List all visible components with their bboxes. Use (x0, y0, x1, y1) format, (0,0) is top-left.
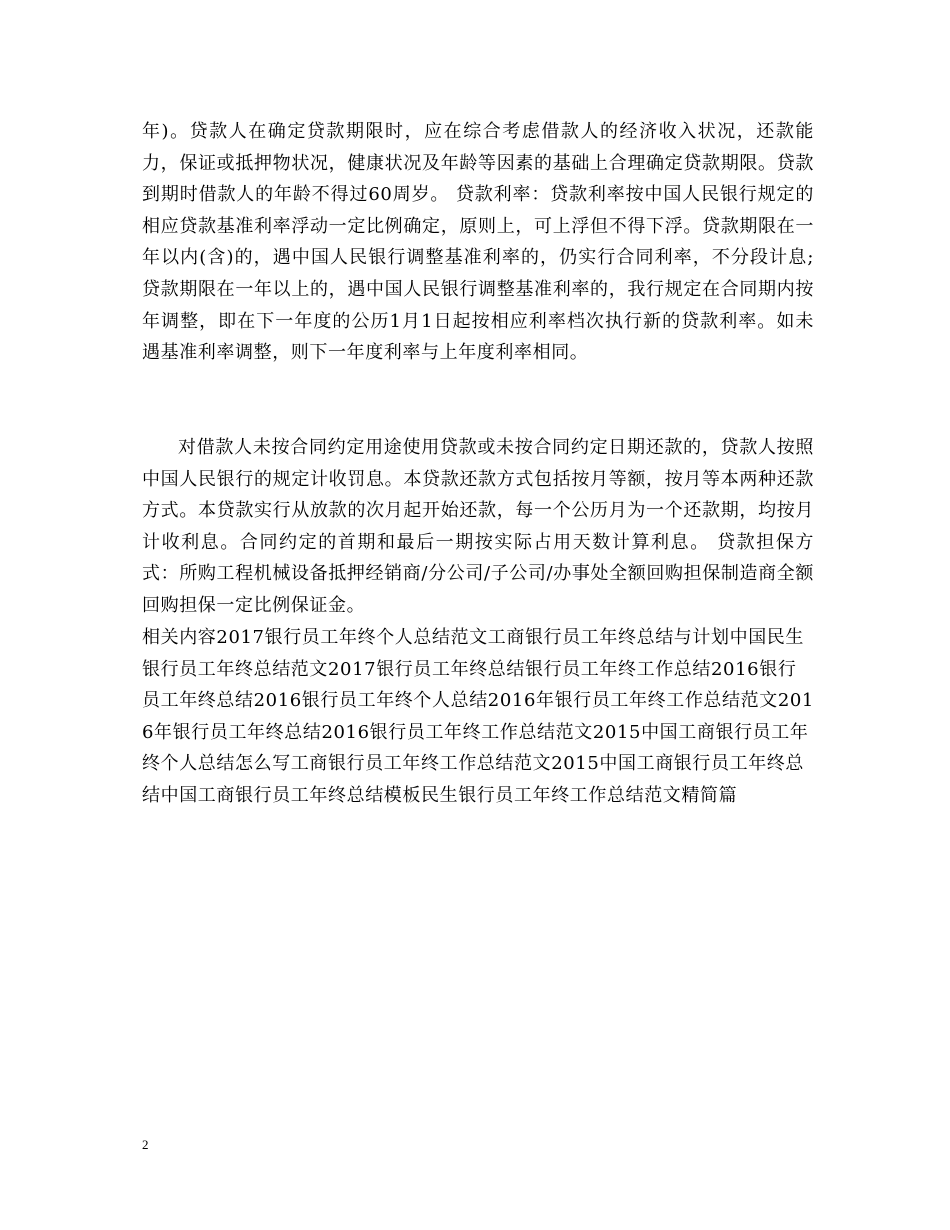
paragraph-related-content: 相关内容2017银行员工年终个人总结范文工商银行员工年终总结与计划中国民生银行员工年终总结范文2017银行员工年终总结银行员工年终工作总结2016银行员工年终总结2016银行员工年终个人总结2016年银行员工年终工作总结范文2016年银行员工年终总结2016银行员工年终工作总结范文2015中国工商银行员工年终个人总结怎么写工商银行员工年终工作总结范文2015中国工商银行员工年终总结中国工商银行员工年终总结模板民生银行员工年终工作总结范文精简篇 (142, 627, 814, 806)
paragraph-loan-terms: 年)。贷款人在确定贷款期限时，应在综合考虑借款人的经济收入状况，还款能力，保证或抵押物状况，健康状况及年龄等因素的基础上合理确定贷款期限。贷款到期时借款人的年龄不得过60周岁。 贷款利率：贷款利率按中国人民银行规定的相应贷款基准利率浮动一定比例确定，原则上，可上浮但不得下浮。贷款期限在一年以内(含)的，遇中国人民银行调整基准利率的，仍实行合同利率，不分段计息;贷款期限在一年以上的，遇中国人民银行调整基准利率的，我行规定在合同期内按年调整，即在下一年度的公历1月1日起按相应利率档次执行新的贷款利率。如未遇基准利率调整，则下一年度利率与上年度利率相同。 (142, 121, 814, 364)
page-number: 2 (142, 1137, 149, 1152)
paragraph-penalty-repayment: 对借款人未按合同约定用途使用贷款或未按合同约定日期还款的，贷款人按照中国人民银行的规定计收罚息。本贷款还款方式包括按月等额，按月等本两种还款方式。本贷款实行从放款的次月起开始还款，每一个公历月为一个还款期，均按月计收利息。合同约定的首期和最后一期按实际占用天数计算利息。 贷款担保方式：所购工程机械设备抵押经销商/分公司/子公司/办事处全额回购担保制造商全额回购担保一定比例保证金。 (142, 437, 814, 616)
